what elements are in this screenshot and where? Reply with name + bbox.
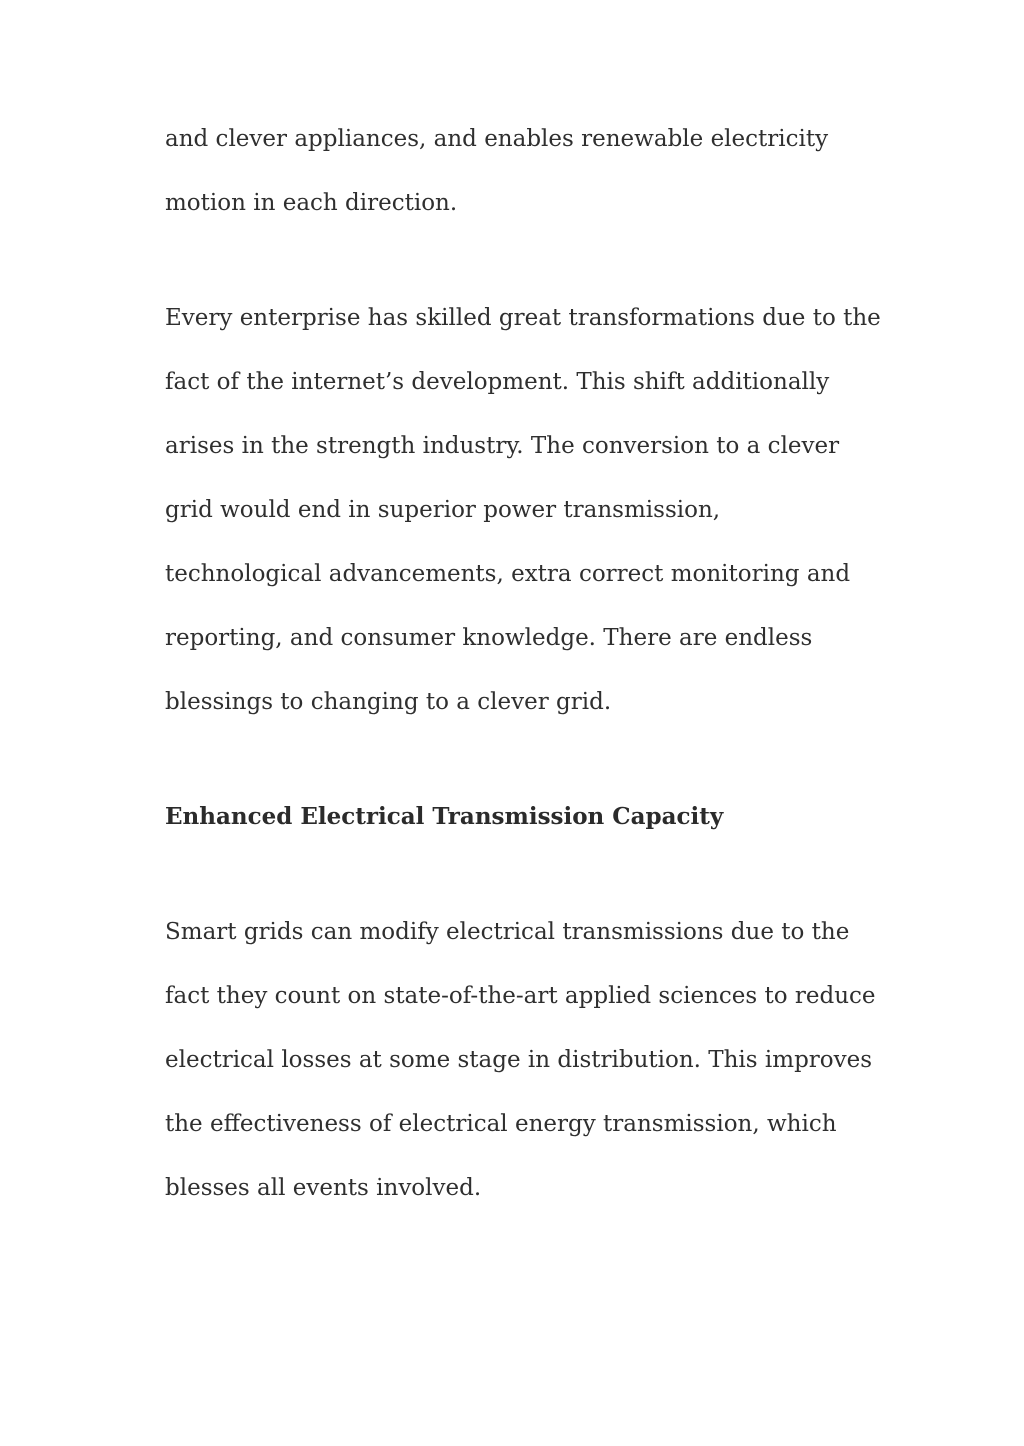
paragraph-line: grid would end in superior power transmission, [165,497,721,523]
paragraph-line: Smart grids can modify electrical transmissions due to the [165,919,850,945]
section-heading: Enhanced Electrical Transmission Capacity [165,803,724,830]
paragraph-line: blesses all events involved. [165,1175,482,1201]
paragraph-line: technological advancements, extra correct monitoring and [165,561,851,587]
paragraph-line: the effectiveness of electrical energy transmission, which [165,1111,837,1137]
paragraph-line: fact they count on state-of-the-art applied sciences to reduce [165,983,876,1009]
paragraph-line: blessings to changing to a clever grid. [165,689,612,715]
paragraph-line: reporting, and consumer knowledge. There are endless [165,625,813,651]
paragraph-line: electrical losses at some stage in distribution. This improves [165,1047,873,1073]
paragraph-line: Every enterprise has skilled great transformations due to the [165,305,881,331]
paragraph-line: fact of the internet’s development. This shift additionally [165,369,830,395]
paragraph-line: arises in the strength industry. The conversion to a clever [165,433,840,459]
paragraph-line: motion in each direction. [165,190,458,216]
paragraph-line: and clever appliances, and enables renewable electricity [165,126,829,152]
